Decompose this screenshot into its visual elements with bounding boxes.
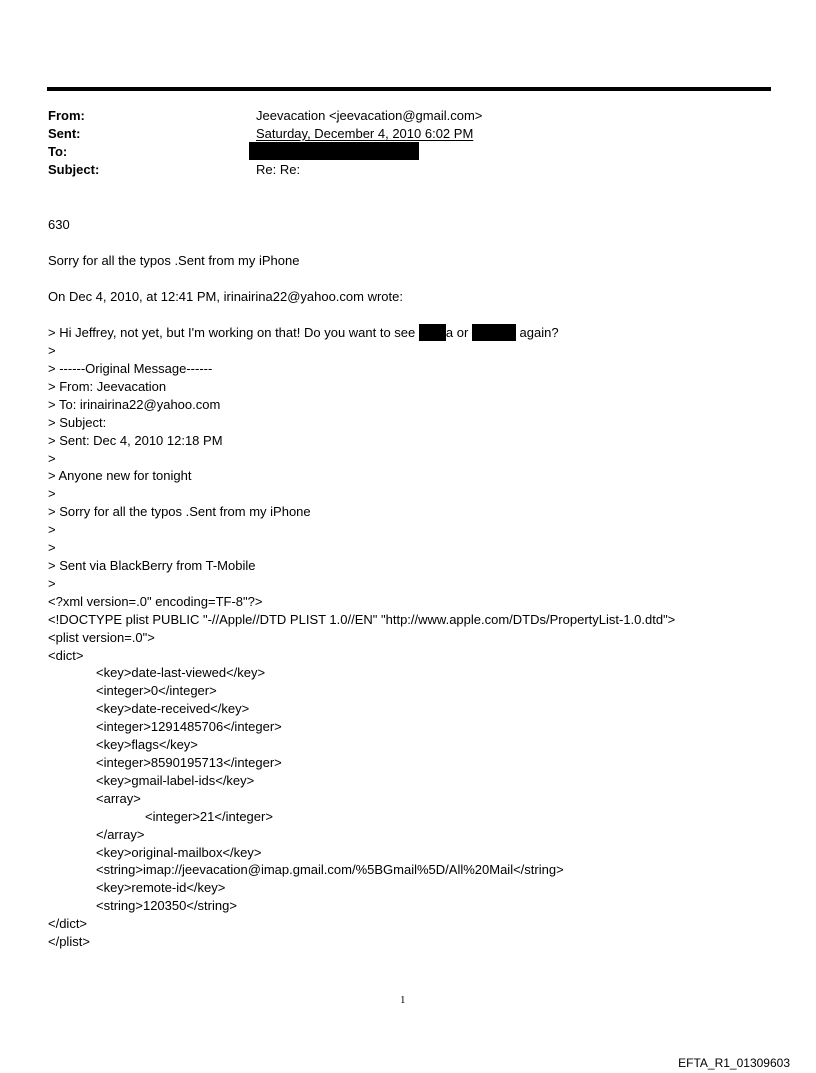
plist-line: </array> (96, 827, 145, 842)
from-value: Jeevacation <jeevacation@gmail.com> (256, 108, 483, 123)
plist-line: <key>gmail-label-ids</key> (96, 773, 255, 788)
plist-line: <dict> (48, 648, 84, 663)
quoted-first-line (48, 324, 559, 342)
quote-intro: On Dec 4, 2010, at 12:41 PM, irinairina22@yahoo.com wrote: (48, 289, 403, 304)
to-label: To: (48, 144, 68, 159)
quoted-text-part-2: a or (445, 325, 472, 340)
quoted-line: > (48, 522, 56, 537)
quoted-line: > To: irinairina22@yahoo.com (48, 397, 221, 412)
plist-line: <integer>8590195713</integer> (96, 755, 282, 770)
quoted-line: > (48, 486, 56, 501)
plist-line: <key>flags</key> (96, 737, 198, 752)
page-number: 1 (400, 994, 406, 1006)
plist-line: <string>120350</string> (96, 898, 237, 913)
quoted-line: > (48, 540, 56, 555)
quoted-line: > Sent: Dec 4, 2010 12:18 PM (48, 433, 223, 448)
subject-label: Subject: (48, 162, 100, 177)
plist-line: <integer>0</integer> (96, 683, 217, 698)
plist-line: <?xml version=.0" encoding=TF-8"?> (48, 594, 263, 609)
name-redaction-2 (472, 324, 516, 341)
quoted-line: > From: Jeevacation (48, 379, 167, 394)
body-number: 630 (48, 217, 70, 232)
quoted-text-part-3: again? (515, 325, 559, 340)
plist-line: <string>imap://jeevacation@imap.gmail.com/%5BGmail%5D/All%20Mail</string> (96, 862, 564, 877)
from-label: From: (48, 108, 85, 123)
plist-line: <integer>1291485706</integer> (96, 719, 282, 734)
plist-line: <key>original-mailbox</key> (96, 845, 262, 860)
quoted-line: > ------Original Message------ (48, 361, 213, 376)
plist-line: <key>remote-id</key> (96, 880, 226, 895)
sent-label: Sent: (48, 126, 81, 141)
plist-line: <plist version=.0"> (48, 630, 155, 645)
header-rule (47, 87, 771, 91)
quoted-line: > (48, 451, 56, 466)
quoted-line: > Subject: (48, 415, 107, 430)
quoted-line: > Anyone new for tonight (48, 468, 192, 483)
plist-line: <key>date-last-viewed</key> (96, 665, 266, 680)
sent-value: Saturday, December 4, 2010 6:02 PM (256, 126, 474, 141)
quoted-line: > Sorry for all the typos .Sent from my iPhone (48, 504, 311, 519)
bates-number: EFTA_R1_01309603 (678, 1056, 790, 1070)
quoted-text-part-1: > Hi Jeffrey, not yet, but I'm working on that! Do you want to see (48, 325, 419, 340)
to-redaction (249, 142, 419, 160)
plist-line: <key>date-received</key> (96, 701, 250, 716)
quoted-line: > (48, 343, 56, 358)
quoted-line: > Sent via BlackBerry from T-Mobile (48, 558, 256, 573)
signature-line: Sorry for all the typos .Sent from my iPhone (48, 253, 300, 268)
name-redaction-1 (419, 324, 446, 341)
plist-line: <array> (96, 791, 141, 806)
plist-line: </dict> (48, 916, 88, 931)
plist-line: <integer>21</integer> (145, 809, 273, 824)
subject-value: Re: Re: (256, 162, 301, 177)
plist-line: <!DOCTYPE plist PUBLIC "-//Apple//DTD PLIST 1.0//EN" "http://www.apple.com/DTDs/PropertyList-1.0.dtd"> (48, 612, 676, 627)
quoted-line: > (48, 576, 56, 591)
plist-line: </plist> (48, 934, 90, 949)
